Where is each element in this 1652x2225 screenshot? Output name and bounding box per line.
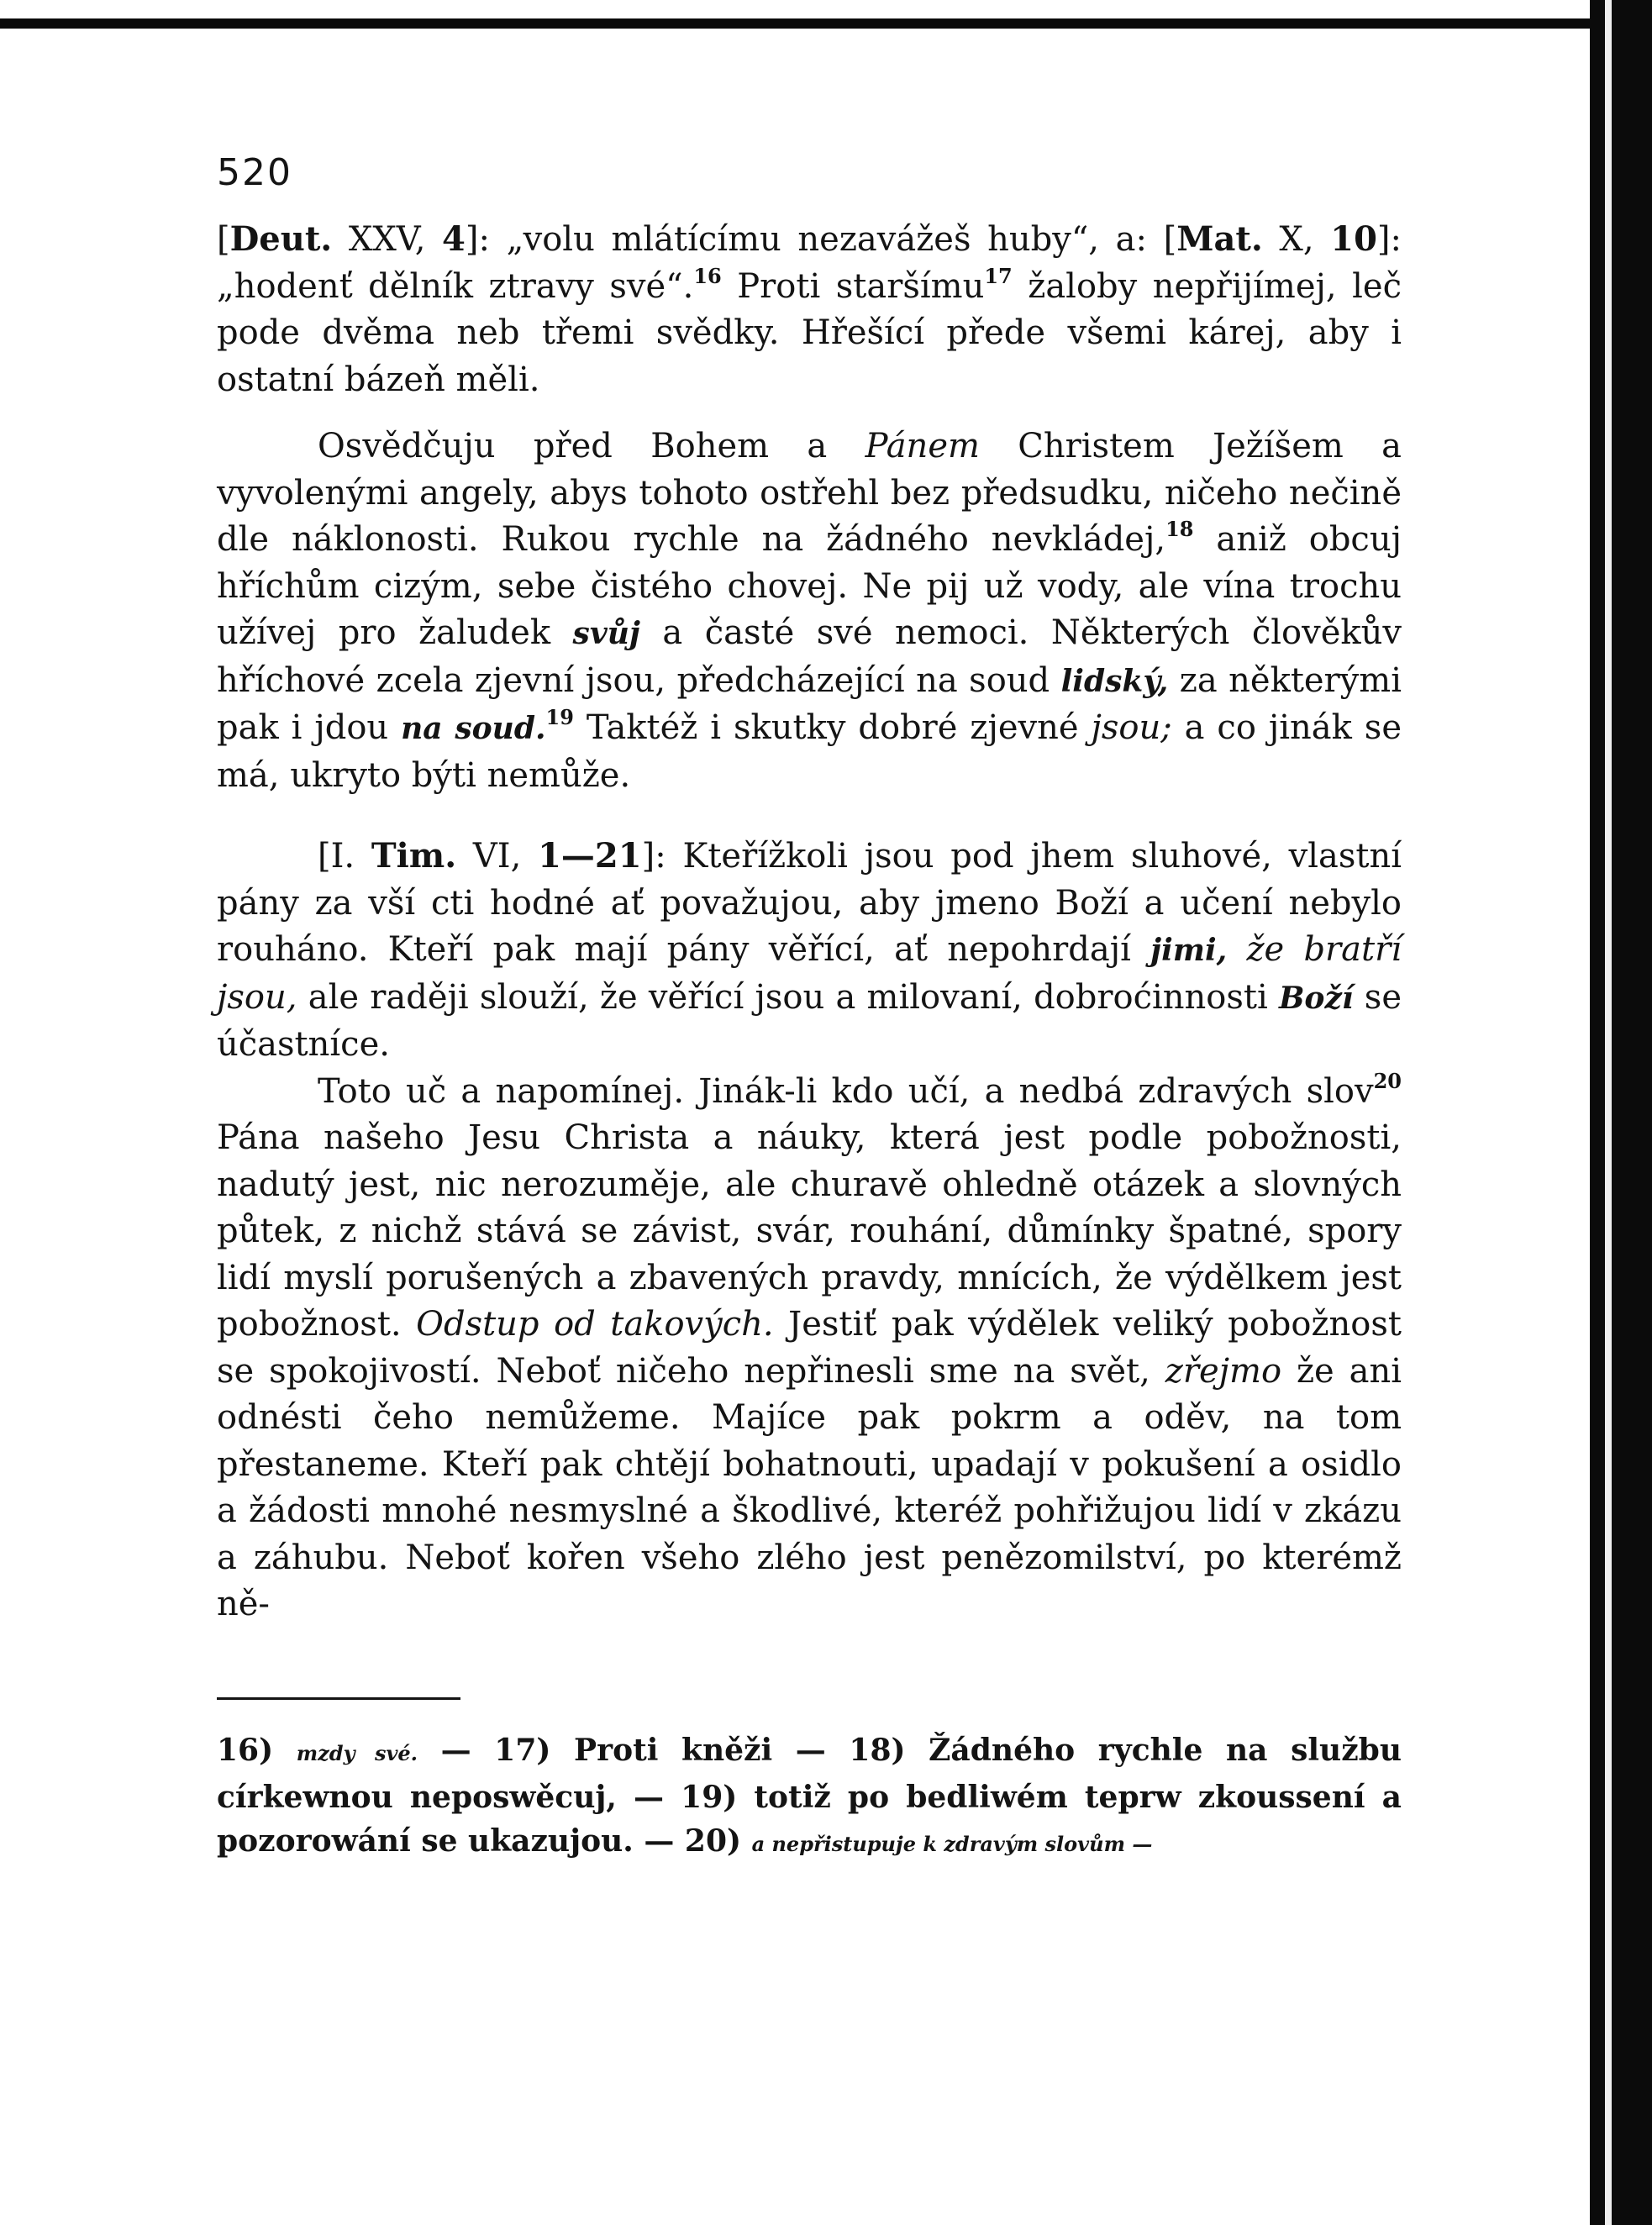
- text-run: žaloby nepřijímej, leč pode dvěma neb třemi svědky. Hřešící přede všemi kárej, aby i ostatní bázeň měli.: [217, 266, 1402, 399]
- text-run: 1—21: [538, 836, 642, 876]
- text-run: aniž obcuj hříchům cizým, sebe čistého chovej. Ne pij už vody, ale vína trochu užívej pro žaludek: [217, 520, 1402, 652]
- text-run: že bratří jsou,: [217, 930, 1402, 1017]
- text-run: jsou;: [1091, 708, 1172, 747]
- footnote-marker: 20: [1373, 1068, 1402, 1093]
- text-run: ]: „hodenť dělník ztravy své“.: [217, 220, 1402, 306]
- footnote-marker: 17: [984, 263, 1013, 288]
- text-run: Boží: [1279, 980, 1354, 1016]
- footnote-marker: 16: [693, 263, 722, 288]
- text-run: za některými pak i jdou: [217, 660, 1402, 747]
- text-run: Taktéž i skutky dobré zjevné: [573, 708, 1092, 747]
- text-run: [I.: [318, 837, 371, 876]
- text-run: zřejmo: [1165, 1351, 1282, 1391]
- footnote-marker: 18: [1165, 517, 1194, 542]
- text-run: 10: [1330, 219, 1377, 259]
- text-run: ]: „volu mlátícímu nezavážeš huby“, a: [: [465, 220, 1177, 259]
- scan-edge-line: [1605, 0, 1612, 2225]
- scan-right-border: [1590, 0, 1652, 2225]
- text-run: Christem Ježíšem a vyvolenými angely, abys tohoto ostřehl bez předsudku, ničeho nečině dle náklonosti. Rukou rychle na žádného nevkládej,: [217, 427, 1402, 559]
- text-run: ]: Kteřížkoli jsou pod jhem sluhové, vlastní pány za vší cti hodné ať považujou, aby jmeno Boží a učení nebylo rouháno. Kteří pak mají pány věřící, ať nepohrdají: [217, 837, 1402, 969]
- text-run: že ani odnésti čeho nemůžeme. Majíce pak pokrm a oděv, na tom přestaneme. Kteří pak chtějí bohatnouti, upadají v pokušení a osidlo a žádosti mnohé nesmyslné a škodlivé, kteréž pohřižujou lidí v zkázu a záhubu. Neboť kořen všeho zlého jest penězomilství, po kterémž ně-: [217, 1351, 1402, 1623]
- text-run: — 17) Proti kněži — 18) Žádného rychle na službu církewnou neposwěcuj, — 19) totiž po bedliwém teprw zkoussení a pozorowání se ukazujou. — 20): [217, 1732, 1402, 1859]
- paragraph-2: [217, 423, 1402, 799]
- text-run: se účastníce.: [217, 977, 1402, 1064]
- text-run: Tim.: [371, 836, 457, 876]
- text-run: 16): [217, 1732, 297, 1768]
- text-run: jimi,: [1150, 933, 1228, 968]
- text-run: [1227, 930, 1246, 969]
- text-run: a časté své nemoci. Některých člověkův hříchové zcela zjevní jsou, předcházející na soud: [217, 613, 1402, 700]
- page-number: 520: [217, 151, 292, 194]
- text-run: X,: [1262, 220, 1331, 259]
- text-run: Pánem: [865, 427, 980, 466]
- footnotes: [217, 1728, 1402, 1866]
- text-run: a nepřistupuje k zdravým slovům —: [751, 1831, 1153, 1856]
- paragraph-3: [217, 833, 1402, 1069]
- text-run: Mat.: [1176, 219, 1263, 259]
- text-run: [: [217, 220, 230, 259]
- text-run: mzdy své.: [296, 1740, 418, 1765]
- text-run: Toto uč a napomínej. Jinák-li kdo učí, a nedbá zdravých slov: [318, 1071, 1374, 1111]
- scan-top-border: [0, 18, 1590, 29]
- footnote-marker: 19: [545, 705, 574, 730]
- page-content: [217, 151, 1402, 1866]
- text-run: 4: [442, 219, 466, 259]
- text-run: XXV,: [332, 220, 443, 259]
- text-run: lidský,: [1060, 663, 1169, 699]
- footnote-separator: [217, 1697, 460, 1700]
- text-run: ale raději slouží, že věřící jsou a milovaní, dobroćinnosti: [297, 977, 1279, 1017]
- text-run: na soud.: [401, 711, 546, 746]
- text-run: Pána našeho Jesu Christa a náuky, která jest podle pobožnosti, nadutý jest, nic nerozuměje, ale churavě ohledně otázek a slovných půtek, z nichž stává se závist, svár, rouhání, důmínky špatné, spory lidí myslí porušených a zbavených pravdy, mnících, že výdělkem jest pobožnost.: [217, 1118, 1402, 1344]
- text-run: svůj: [572, 616, 640, 651]
- text-run: Deut.: [229, 219, 333, 259]
- text-run: Jestiť pak výdělek veliký pobožnost se spokojivostí. Neboť ničeho nepřinesli sme na svět,: [217, 1305, 1402, 1391]
- paragraph-1: [217, 216, 1402, 403]
- text-run: Proti staršímu: [721, 266, 985, 306]
- text-run: a co jinák se má, ukryto býti nemůže.: [217, 708, 1402, 795]
- paragraph-4: [217, 1069, 1402, 1628]
- text-run: Osvědčuju před Bohem a: [318, 427, 865, 466]
- text-run: VI,: [456, 837, 539, 876]
- text-run: Odstup od takových.: [416, 1305, 774, 1344]
